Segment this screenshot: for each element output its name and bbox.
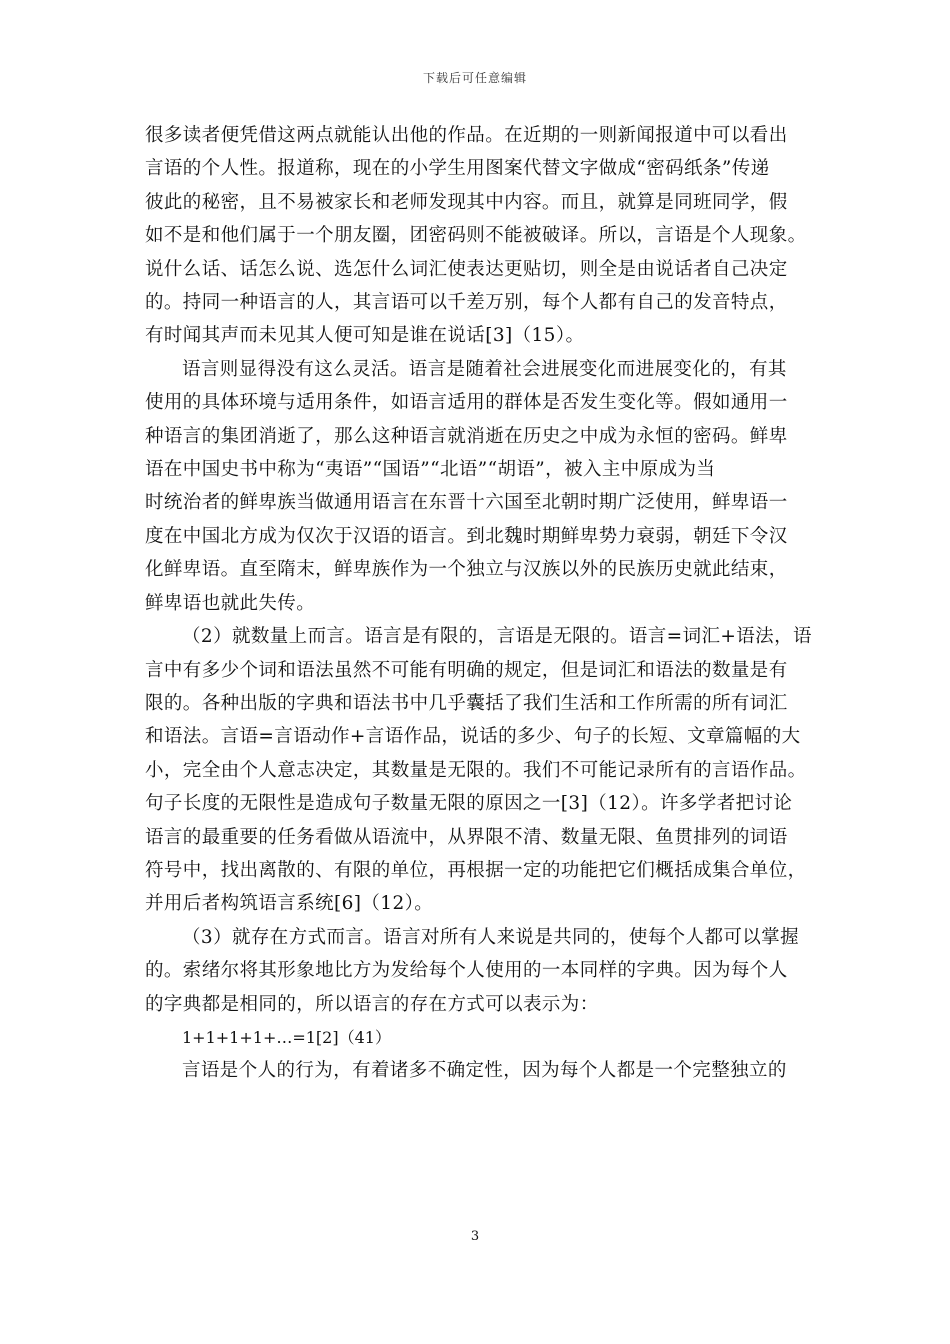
page-header: 下载后可任意编辑 <box>422 71 527 85</box>
text-line: 句子长度的无限性是造成句子数量无限的原因之一[3]（12）。许多学者把讨论 <box>145 793 793 815</box>
paragraph-3 <box>145 620 812 921</box>
text-line: 限的。各种出版的字典和语法书中几乎囊括了我们生活和工作所需的所有词汇 <box>145 692 788 714</box>
text-line: 使用的具体环境与适用条件，如语言适用的群体是否发生变化等。假如通用一 <box>145 392 788 414</box>
text-line: 鲜卑语也就此失传。 <box>145 592 316 614</box>
text-line: 符号中，找出离散的、有限的单位，再根据一定的功能把它们概括成集合单位， <box>145 859 807 881</box>
text-line: 如不是和他们属于一个朋友圈，团密码则不能被破译。所以，言语是个人现象。 <box>145 225 807 247</box>
text-line: 言语是个人的行为，有着诸多不确定性，因为每个人都是一个完整独立的 <box>182 1060 787 1082</box>
text-line: 并用后者构筑语言系统[6]（12）。 <box>145 893 434 915</box>
text-line: 语在中国史书中称为“夷语”“国语”“北语”“胡语”，被入主中原成为当 <box>145 459 716 481</box>
paragraph-1 <box>145 119 807 353</box>
text-line: 很多读者便凭借这两点就能认出他的作品。在近期的一则新闻报道中可以看出 <box>145 125 788 146</box>
text-line: 彼此的秘密，且不易被家长和老师发现其中内容。而且，就算是同班同学，假 <box>145 191 788 213</box>
formula: 1+1+1+1+…=1[2]（41） <box>182 1027 391 1047</box>
text-line: 言中有多少个词和语法虽然不可能有明确的规定，但是词汇和语法的数量是有 <box>145 659 788 681</box>
text-line: 语言则显得没有这么灵活。语言是随着社会进展变化而进展变化的，有其 <box>182 358 787 380</box>
paragraph-5 <box>145 1054 807 1087</box>
text-line: 语言的最重要的任务看做从语流中，从界限不清、数量无限、鱼贯排列的词语 <box>145 826 788 848</box>
paragraph-2 <box>145 353 807 620</box>
text-line: 和语法。言语=言语动作+言语作品，说话的多少、句子的长短、文章篇幅的大 <box>145 726 801 748</box>
text-line: 度在中国北方成为仅次于汉语的语言。到北魏时期鲜卑势力衰弱，朝廷下令汉 <box>145 525 788 547</box>
text-line: 有时闻其声而未见其人便可知是谁在说话[3]（15）。 <box>145 325 585 347</box>
text-line: （3）就存在方式而言。语言对所有人来说是共同的，使每个人都可以掌握 <box>182 926 799 948</box>
text-line: 化鲜卑语。直至隋末，鲜卑族作为一个独立与汉族以外的民族历史就此结束， <box>145 559 788 581</box>
text-line: 的字典都是相同的，所以语言的存在方式可以表示为： <box>145 993 599 1015</box>
text-line: 的。持同一种语言的人，其言语可以千差万别，每个人都有自己的发音特点， <box>145 292 788 314</box>
text-line: （2）就数量上而言。语言是有限的，言语是无限的。语言=词汇+语法，语 <box>182 626 812 648</box>
text-line: 小，完全由个人意志决定，其数量是无限的。我们不可能记录所有的言语作品。 <box>145 759 807 781</box>
text-line: 说什么话、话怎么说、选怎什么词汇使表达更贴切，则全是由说话者自己决定 <box>145 258 788 280</box>
text-line: 种语言的集团消逝了，那么这种语言就消逝在历史之中成为永恒的密码。鲜卑 <box>145 425 788 447</box>
page-number: 3 <box>470 1229 480 1244</box>
paragraph-4 <box>145 921 807 1021</box>
text-line: 言语的个人性。报道称，现在的小学生用图案代替文字做成“密码纸条”传递 <box>145 158 770 180</box>
document-body <box>145 119 812 1088</box>
text-line: 时统治者的鲜卑族当做通用语言在东晋十六国至北朝时期广泛使用，鲜卑语一 <box>145 492 788 514</box>
text-line: 的。索绪尔将其形象地比方为发给每个人使用的一本同样的字典。因为每个人 <box>145 960 788 982</box>
